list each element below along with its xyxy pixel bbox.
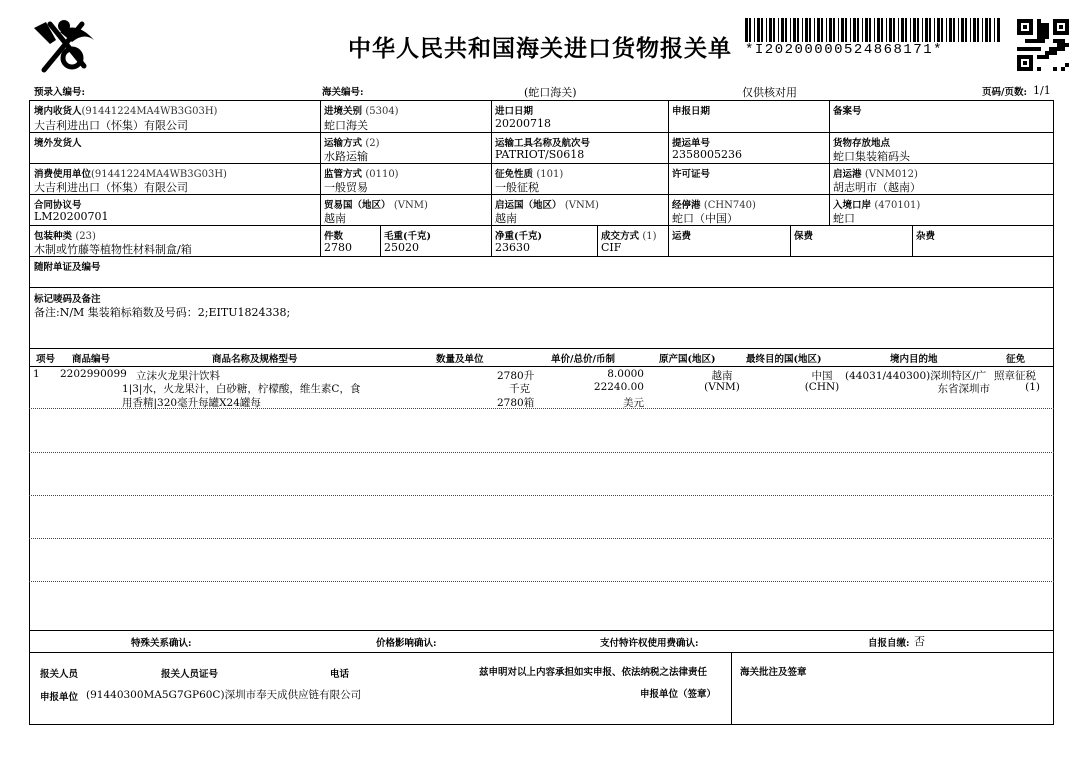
customs-approval: 海关批注及签章 [740,667,807,678]
qr-code-image [1017,18,1069,72]
entry-place-label: 入境口岸 (470101) [833,200,921,211]
declare-unit-seal: 申报单位（签章） [640,689,717,700]
levy-nature-label: 征免性质 (101) [495,169,564,180]
row-item-no: 1 [33,368,40,380]
import-date-value: 20200718 [495,117,551,130]
net-weight-value: 23630 [495,241,530,254]
entry-port-label: 进境关别 (5304) [324,106,399,117]
row-goods-name: 立沫火龙果汁饮料 [136,370,220,382]
declare-unit-value: (91440300MA5G7GP60C)深圳市奉天成供应链有限公司 [86,689,362,701]
row-spec-line2: 用香精|320毫升每罐X24罐每 [122,397,261,409]
departure-port-value: 胡志明市（越南） [833,181,921,194]
prerecord-no-label: 预录入编号: [34,87,86,98]
row-qty1: 2780升 [497,370,535,382]
row-levy-line1: 照章征税 [994,370,1036,382]
trade-country-label: 贸易国（地区） (VNM) [324,200,428,211]
special-relation-confirm: 特殊关系确认: [131,638,192,649]
bill-no-value: 2358005236 [672,148,742,161]
supervision-label: 监管方式 (0110) [324,169,399,180]
vessel-label: 运输工具名称及航次号 [495,138,591,149]
net-weight-label: 净重(千克) [495,231,542,242]
col-price: 单价/总价/币制 [551,354,615,365]
import-date-label: 进口日期 [495,106,534,117]
legal-statement: 兹申明对以上内容承担如实申报、依法纳税之法律责任 [479,667,708,678]
gross-weight-label: 毛重(千克) [384,231,431,242]
phone-label: 电话 [330,669,350,680]
self-pay-label: 自报自缴: [868,638,910,649]
customs-no-label: 海关编号: [322,87,364,98]
insurance-label: 保费 [794,231,814,242]
row-currency: 美元 [623,397,644,409]
row-domestic-dest-line1: (44031/440300)深圳特区/广 [845,370,987,382]
declarant-label: 报关人员 [40,669,79,680]
gross-weight-value: 25020 [384,241,419,254]
contract-no-value: LM20200701 [34,210,109,223]
entry-port-value: 蛇口海关 [324,119,368,132]
pieces-value: 2780 [324,241,352,254]
trade-country-value: 越南 [324,212,346,225]
storage-place-value: 蛇口集装箱码头 [833,150,910,163]
marks-label: 标记唛码及备注 [34,294,101,305]
stop-port-value: 蛇口（中国） [672,212,738,225]
row-domestic-dest-line2: 东省深圳市 [937,383,990,395]
row-hs-code: 2202990099 [60,368,127,380]
overseas-shipper-label: 境外发货人 [34,138,82,149]
vessel-value: PATRIOT/S0618 [495,148,585,161]
col-hs-code: 商品编号 [72,354,111,365]
pieces-label: 件数 [324,231,344,242]
price-impact-confirm: 价格影响确认: [376,638,437,649]
declare-unit-label: 申报单位 [40,692,79,703]
col-quantity: 数量及单位 [436,354,484,365]
consumer-unit-value: 大吉利进出口（怀集）有限公司 [34,181,188,194]
col-goods-name: 商品名称及规格型号 [212,354,298,365]
row-qty2: 千克 [509,383,530,395]
barcode-number: *I20200000524868171* [745,42,944,58]
declare-date-label: 申报日期 [672,106,711,117]
departure-country-label: 启运国（地区） (VNM) [495,200,599,211]
col-dest-country: 最终目的国(地区) [746,354,822,365]
col-levy: 征免 [1006,354,1026,365]
royalty-confirm: 支付特许权使用费确认: [600,638,699,649]
deal-mode-label: 成交方式 (1) [601,231,657,242]
transport-mode-value: 水路运输 [324,150,368,163]
barcode-image [745,18,1003,42]
stop-port-label: 经停港 (CHN740) [672,200,756,211]
row-origin: 越南 [711,370,733,382]
document-title: 中华人民共和国海关进口货物报关单 [348,36,732,62]
row-unit-price: 8.0000 [607,368,644,380]
verify-note: 仅供核对用 [742,86,797,99]
row-spec-line1: 1|3|水，火龙果汁，白砂糖，柠檬酸，维生素C，食 [122,383,361,395]
departure-country-value: 越南 [495,212,517,225]
col-origin: 原产国(地区) [659,354,716,365]
other-fee-label: 杂费 [916,231,936,242]
col-domestic-dest: 境内目的地 [890,354,938,365]
self-pay-value: 否 [914,635,925,648]
row-qty3: 2780箱 [497,397,535,409]
customs-emblem-logo [30,14,100,78]
levy-nature-value: 一般征税 [495,181,539,194]
package-type-label: 包装种类 (23) [34,231,96,242]
departure-port-label: 启运港 (VNM012) [833,169,918,180]
package-type-value: 木制或竹藤等植物性材料制盒/箱 [34,243,192,256]
consignee-value: 大吉利进出口（怀集）有限公司 [34,119,188,132]
col-item-no: 项号 [36,354,56,365]
row-levy-line2: (1) [1025,381,1040,393]
marks-value: 备注:N/M 集装箱标箱数及号码：2;EITU1824338; [34,306,291,319]
license-no-label: 许可证号 [672,169,711,180]
row-dest-country: 中国 [811,370,833,382]
transport-mode-label: 运输方式 (2) [324,138,380,149]
page-label: 页码/页数: [982,87,1027,98]
entry-place-value: 蛇口 [833,212,855,225]
deal-mode-value: CIF [601,241,622,254]
supervision-value: 一般贸易 [324,181,368,194]
contract-no-label: 合同协议号 [34,200,82,211]
declarant-cert-label: 报关人员证号 [161,669,219,680]
record-no-label: 备案号 [833,106,862,117]
customs-office: (蛇口海关) [524,86,577,99]
consumer-unit-label: 消费使用单位(91441224MA4WB3G03H) [34,169,227,180]
row-total-price: 22240.00 [593,381,644,393]
attached-docs-label: 随附单证及编号 [34,262,101,273]
freight-label: 运费 [672,231,692,242]
consignee-label: 境内收货人(91441224MA4WB3G03H) [34,106,218,117]
bill-no-label: 提运单号 [672,138,711,149]
storage-place-label: 货物存放地点 [833,138,891,149]
row-origin-code: (VNM) [704,381,740,393]
page-value: 1/1 [1033,84,1051,97]
row-dest-country-code: (CHN) [804,381,840,393]
